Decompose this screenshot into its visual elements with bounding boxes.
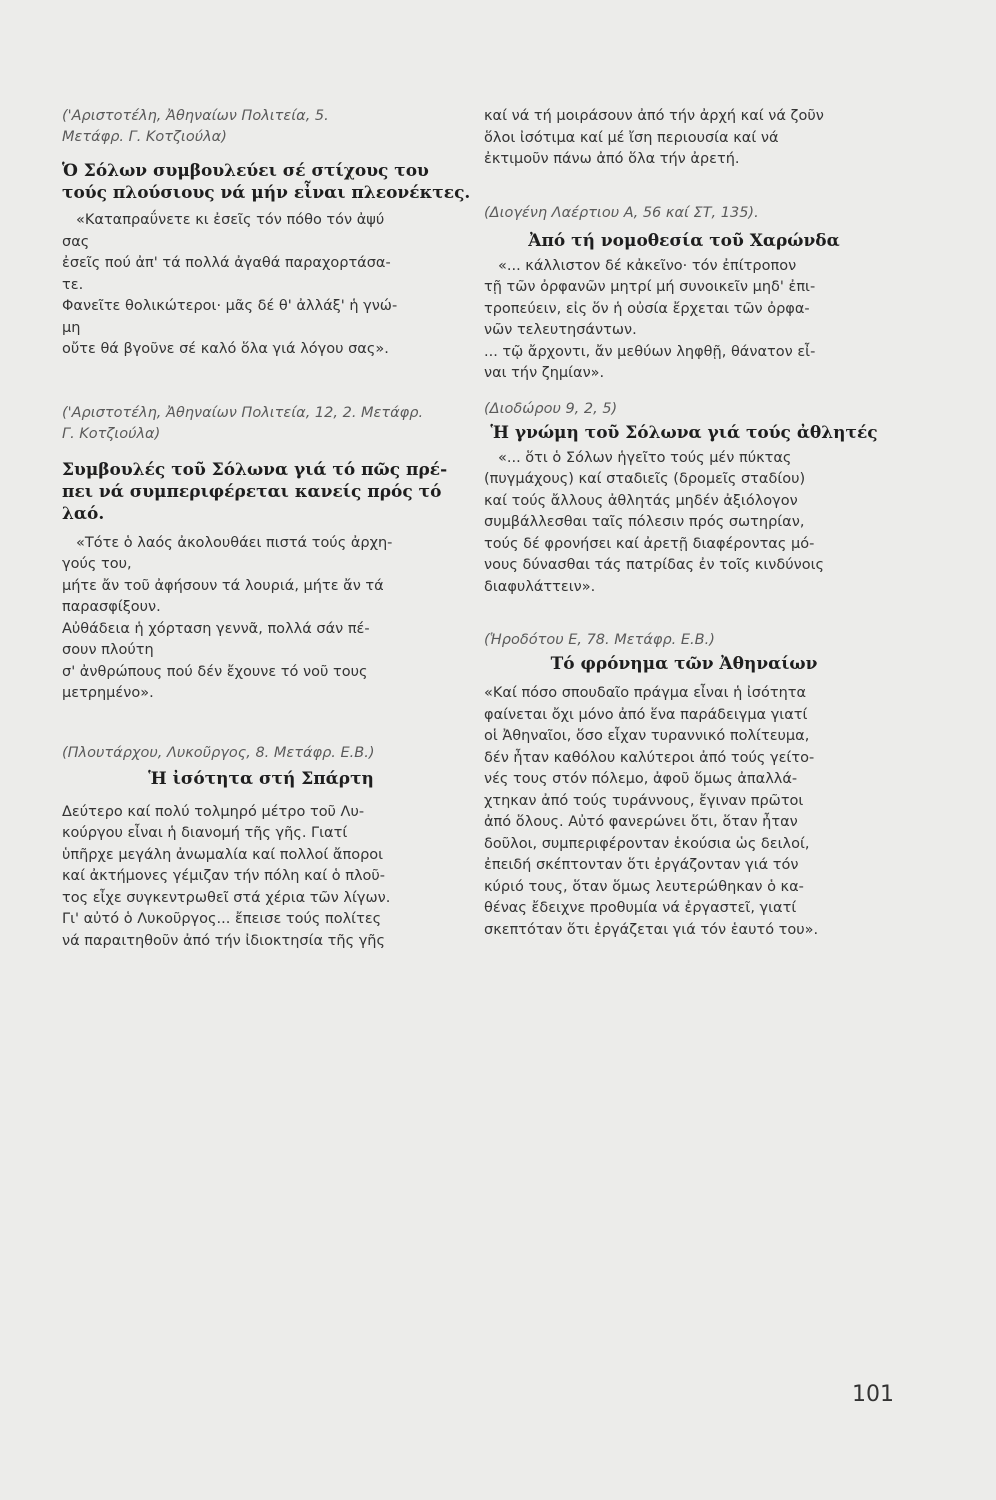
- text-line: «Τότε ὁ λαός ἀκολουθάει πιστά τούς ἀρχη-: [76, 534, 393, 551]
- paragraph-athletes: [484, 448, 884, 599]
- text-line: (Πλουτάρχου, Λυκοῦργος, 8. Μετάφρ. Ε.Β.): [62, 744, 375, 761]
- text-line: παρασφίξουν.: [62, 599, 161, 615]
- text-line: σας: [62, 233, 90, 250]
- poem-solon-people: [62, 533, 460, 705]
- text-line: τούς πλούσιους νά μήν εἶναι πλεονέκτες.: [62, 183, 471, 203]
- text-line: καί ἀκτήμονες γέμιζαν τήν πόλη καί ὁ πλοῦ-: [62, 868, 386, 884]
- text-line: Ἡ ἰσότητα στή Σπάρτη: [148, 768, 374, 789]
- text-line: μήτε ἄν τοῦ ἀφήσουν τά λουριά, μήτε ἄν τά: [62, 577, 384, 594]
- text-line: τούς δέ φρονήσει καί ἀρετῇ διαφέροντας μό-: [484, 535, 815, 552]
- text-line: πει νά συμπεριφέρεται κανείς πρός τό: [62, 481, 442, 502]
- text-line: συμβάλλεσθαι ταῖς πόλεσιν πρός σωτηρίαν,: [484, 514, 805, 530]
- paragraph-charondas: [484, 256, 884, 385]
- text-line: ἐκτιμοῦν πάνω ἀπό ὅλα τήν ἀρετή.: [484, 151, 740, 167]
- text-line: μη: [62, 319, 81, 336]
- heading-equality-sparta: [62, 768, 460, 790]
- citation-plutarch: [62, 743, 460, 764]
- text-line: ἀπό ὅλους. Αὐτό φανερώνει ὅτι, ὅταν ἦταν: [484, 814, 798, 830]
- text-line: Μετάφρ. Γ. Κοτζιούλα): [62, 129, 227, 145]
- text-line: Ὁ Σόλων συμβουλεύει σέ στίχους του: [62, 161, 429, 181]
- text-line: (Ἡροδότου Ε, 78. Μετάφρ. Ε.Β.): [484, 632, 715, 648]
- text-line: τε.: [62, 276, 84, 293]
- citation-aristotle-5: [62, 106, 460, 148]
- text-line: «... κάλλιστον δέ κἀκεῖνο· τόν ἐπίτροπον: [498, 257, 797, 274]
- text-line: Γ. Κοτζιούλα): [62, 425, 161, 442]
- text-line: κύριό τους, ὅταν ὅμως λευτερώθηκαν ὁ κα-: [484, 878, 804, 895]
- heading-solon-athletes: [484, 422, 884, 444]
- text-line: (Διοδώρου 9, 2, 5): [484, 400, 618, 417]
- citation-aristotle-12: [62, 403, 460, 445]
- citation-herodotus: [484, 630, 884, 651]
- text-line: ('Αριστοτέλη, Ἀθηναίων Πολιτεία, 12, 2. Μετάφρ.: [62, 404, 424, 421]
- page-number: 101: [852, 1382, 894, 1407]
- text-line: δοῦλοι, συμπεριφέρονταν ἑκούσια ὡς δειλοί,: [484, 835, 810, 852]
- text-line: ὑπῆρχε μεγάλη ἀνωμαλία καί πολλοί ἄποροι: [62, 846, 384, 863]
- text-line: οἱ Ἀθηναῖοι, ὅσο εἶχαν τυραννικό πολίτευμα,: [484, 728, 810, 744]
- text-line: οὔτε θά βγοῦνε σέ καλό ὅλα γιά λόγου σας».: [62, 341, 389, 357]
- right-column: [484, 106, 884, 941]
- text-line: «... ὅτι ὁ Σόλων ἡγεῖτο τούς μέν πύκτας: [498, 449, 792, 466]
- text-line: δέν ἦταν καθόλου καλύτεροι ἀπό τούς γείτο-: [484, 749, 815, 766]
- text-line: ἐπειδή σκέπτονταν ὅτι ἐργάζονταν γιά τόν: [484, 857, 799, 873]
- text-line: ὅλοι ἰσότιμα καί μέ ἴση περιουσία καί νά: [484, 129, 779, 146]
- text-line: θένας ἔδειχνε προθυμία νά ἐργαστεῖ, γιατί: [484, 900, 797, 916]
- heading-solon-advice-people: [62, 459, 460, 525]
- text-line: «Καί πόσο σπουδαῖο πράγμα εἶναι ἡ ἰσότητα: [484, 685, 807, 701]
- text-line: ἐσεῖς πού ἀπ' τά πολλά ἀγαθά παραχορτάσα-: [62, 255, 391, 271]
- text-line: διαφυλάττειν».: [484, 578, 596, 595]
- text-line: Ἀπό τή νομοθεσία τοῦ Χαρώνδα: [528, 230, 840, 251]
- text-line: καί τούς ἄλλους ἀθλητάς μηδέν ἀξιόλογον: [484, 492, 798, 509]
- text-line: νῶν τελευτησάντων.: [484, 322, 637, 338]
- text-line: Τό φρόνημα τῶν Ἀθηναίων: [550, 654, 818, 674]
- text-line: καί νά τή μοιράσουν ἀπό τήν ἀρχή καί νά ζοῦν: [484, 108, 824, 124]
- text-line: νους δύνασθαι τάς πατρίδας ἐν τοῖς κινδύνοις: [484, 557, 824, 573]
- paragraph-athenians: [484, 683, 884, 941]
- text-line: λαό.: [62, 503, 105, 524]
- text-line: ('Αριστοτέλη, Ἀθηναίων Πολιτεία, 5.: [62, 108, 329, 124]
- text-line: «Καταπραΰνετε κι ἐσεῖς τόν πόθο τόν ἀψύ: [76, 212, 385, 228]
- heading-athenian-spirit: [484, 653, 884, 675]
- heading-solon-advises-rich: [62, 160, 471, 204]
- text-line: Γι' αὐτό ὁ Λυκοῦργος... ἔπεισε τούς πολίτες: [62, 911, 382, 927]
- text-line: Δεύτερο καί πολύ τολμηρό μέτρο τοῦ Λυ-: [62, 803, 365, 820]
- text-line: μετρημένο».: [62, 685, 154, 701]
- text-line: γούς του,: [62, 556, 132, 572]
- paragraph-sparta: [62, 802, 460, 953]
- text-line: τος εἶχε συγκεντρωθεῖ στά χέρια τῶν λίγων.: [62, 889, 391, 906]
- poem-solon-rich: [62, 210, 460, 361]
- text-line: κούργου εἶναι ἡ διανομή τῆς γῆς. Γιατί: [62, 825, 348, 841]
- text-line: σουν πλούτη: [62, 642, 154, 658]
- text-line: σκεπτόταν ὅτι ἐργάζεται γιά τόν ἑαυτό του».: [484, 921, 819, 938]
- text-line: ναι τήν ζημίαν».: [484, 365, 605, 381]
- citation-diodorus: [484, 399, 884, 420]
- text-line: Αὐθάδεια ἡ χόρταση γεννᾶ, πολλά σάν πέ-: [62, 620, 370, 637]
- text-line: σ' ἀνθρώπους πού δέν ἔχουνε τό νοῦ τους: [62, 663, 368, 680]
- text-line: νές τους στόν πόλεμο, ἀφοῦ ὅμως ἀπαλλά-: [484, 771, 798, 787]
- text-line: τῇ τῶν ὀρφανῶν μητρί μή συνοικεῖν μηδ' ἐπι-: [484, 279, 816, 295]
- text-line: (Διογένη Λαέρτιου Α, 56 καί ΣΤ, 135).: [484, 204, 759, 221]
- paragraph-continuation: [484, 106, 884, 171]
- text-line: ... τῷ ἄρχοντι, ἄν μεθύων ληφθῇ, θάνατον εἶ-: [484, 343, 816, 360]
- citation-diogenes: [484, 203, 884, 224]
- text-line: Συμβουλές τοῦ Σόλωνα γιά τό πῶς πρέ-: [62, 459, 448, 480]
- left-column: [62, 106, 471, 952]
- text-line: Φανεῖτε θολικώτεροι· μᾶς δέ θ' ἀλλάξ' ἡ γνώ-: [62, 298, 398, 314]
- text-line: νά παραιτηθοῦν ἀπό τήν ἰδιοκτησία τῆς γῆς: [62, 932, 385, 949]
- text-line: φαίνεται ὄχι μόνο ἀπό ἕνα παράδειγμα γιατί: [484, 706, 808, 723]
- text-line: Ἡ γνώμη τοῦ Σόλωνα γιά τούς ἀθλητές: [490, 422, 878, 443]
- heading-charondas: [484, 230, 884, 252]
- text-line: (πυγμάχους) καί σταδιεῖς (δρομεῖς σταδίου): [484, 471, 806, 487]
- text-line: χτηκαν ἀπό τούς τυράννους, ἔγιναν πρῶτοι: [484, 792, 804, 809]
- text-line: τροπεύειν, εἰς ὅν ἡ οὐσία ἔρχεται τῶν ὀρφα-: [484, 300, 810, 317]
